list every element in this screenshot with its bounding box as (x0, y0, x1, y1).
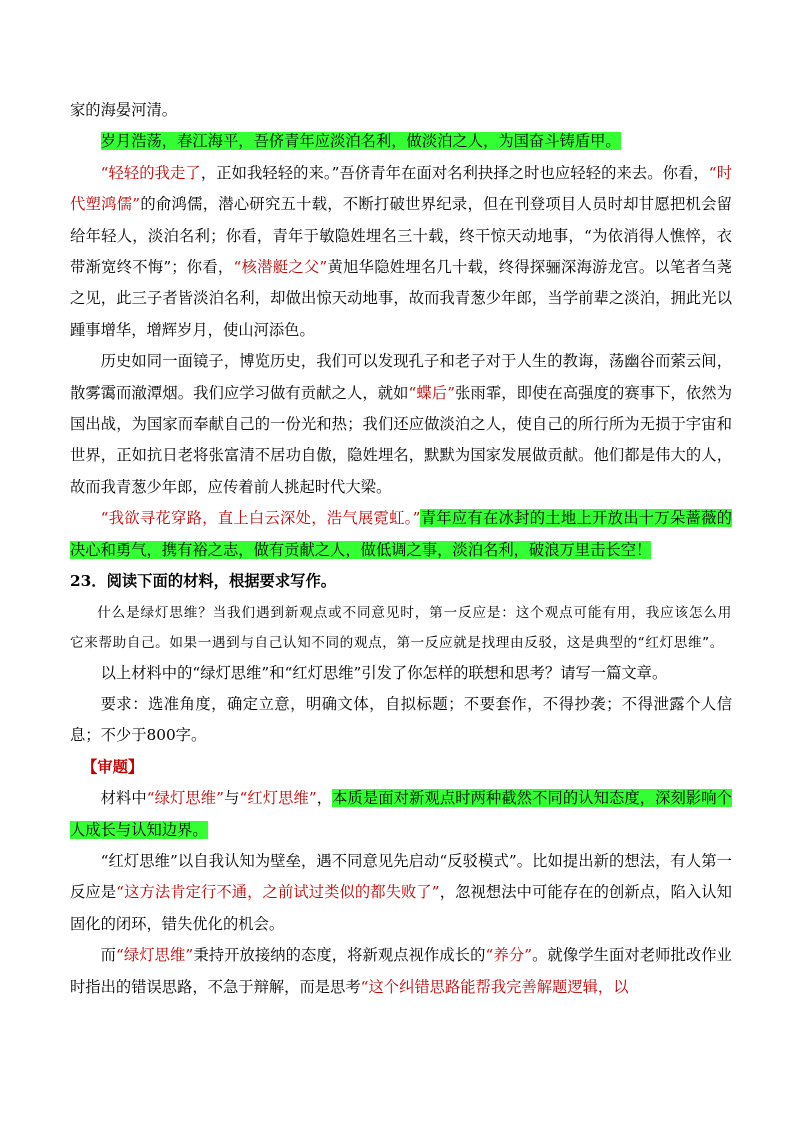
quote-text: “养分” (485, 946, 533, 965)
essay-paragraph: 家的海晏河清。 (70, 101, 178, 119)
analysis-paragraph: “红灯思维”以自我认知为壁垒，遇不同意见先启动“反驳模式”。比如提出新的想法，有人第一反应是“这方法肯定行不通，之前试过类似的都失败了”，忽视想法中可能存在的创新点，陷入认知固化的闭环，错失优化的机会。 (70, 851, 732, 933)
quote-text: “绿灯思维” (146, 789, 224, 808)
highlighted-text: 本质是面对新观点时两种截然不同的认知态度，深刻影响个人成长与认知边界。 (70, 789, 732, 839)
analysis-header: 【审题】 (82, 757, 144, 776)
question-title: 23．阅读下面的材料，根据要求写作。 (70, 572, 337, 591)
writing-prompt: 以上材料中的“绿灯思维”和“红灯思维”引发了你怎样的联想和思考？请写一篇文章。 (100, 663, 668, 682)
highlighted-text: 岁月浩荡，春江海平，吾侪青年应淡泊名利，做淡泊之人，为国奋斗铸盾甲。 (100, 132, 621, 151)
requirements: 要求：选准角度，确定立意，明确文体，自拟标题；不要套作，不得抄袭；不得泄露个人信息；不少于800字。 (70, 694, 732, 745)
analysis-paragraph: 而“绿灯思维”秉持开放接纳的态度，将新观点视作成长的“养分”。就像学生面对老师批改作业时指出的错误思路，不急于辩解，而是思考“这个纠错思路能帮我完善解题逻辑，以 (70, 946, 732, 996)
highlighted-text: 青年应有在冰封的土地上开放出十万朵蔷薇的决心和勇气，携有裕之志，做有贡献之人，做低调之事，淡泊名利，破浪万里击长空！ (70, 509, 732, 559)
quote-text: “这个纠错思路能帮我完善解题逻辑，以 (360, 977, 629, 996)
quote-text: “时代塑鸿儒” (70, 163, 732, 214)
material-block (70, 598, 732, 658)
quote-text: “核潜艇之父” (233, 258, 328, 277)
quote-text: “蝶后” (408, 383, 456, 402)
quote-text: “绿灯思维” (115, 946, 194, 965)
document-page (70, 95, 732, 1003)
quote-text: “我欲寻花穿路，直上白云深处，浩气展霓虹。” (100, 509, 421, 528)
quote-text: “轻轻的我走了 (100, 163, 201, 182)
essay-paragraph: 历史如同一面镜子，博览历史，我们可以发现孔子和老子对于人生的教诲，荡幽谷而萦云间，散雾霭而澈潭烟。我们应学习做有贡献之人，就如“蝶后”张雨霏，即使在高强度的赛事下，依然为国出战，为国家而奉献自己的一份光和热；我们还应做淡泊之人，使自己的所行所为无损于宇宙和世界，正如抗日老将张富清不居功自傲，隐姓埋名，默默为国家发展做贡献。他们都是伟大的人，故而我青葱少年郎，应传着前人挑起时代大梁。 (70, 352, 732, 496)
quote-text: “这方法肯定行不通，之前试过类似的都失败了” (116, 883, 440, 902)
material-text: 什么是绿灯思维？当我们遇到新观点或不同意见时，第一反应是：这个观点可能有用，我应该怎么用它来帮助自己。如果一遇到与自己认知不同的观点，第一反应就是找理由反驳，这是典型的“红灯思维”。 (70, 604, 732, 651)
essay-paragraph (70, 503, 732, 566)
quote-text: “红灯思维” (239, 789, 317, 808)
essay-paragraph (70, 126, 732, 157)
essay-paragraph: “轻轻的我走了，正如我轻轻的来。”吾侪青年在面对名利抉择之时也应轻轻的来去。你看，“时代塑鸿儒”的俞鸿儒，潜心研究五十载，不断打破世界纪录，但在刊登项目人员时却甘愿把机会留给年轻人，淡泊名利；你看，青年于敏隐姓埋名三十载，终干惊天动地事，“为依消得人憔悴，衣带渐宽终不悔”；你看，“核潜艇之父”黄旭华隐姓埋名几十载，终得探骊深海游龙宫。以笔者刍荛之见，此三子者皆淡泊名利，却做出惊天动地事，故而我青葱少年郎，当学前辈之淡泊，拥此光以踵事增华，增辉岁月，使山河添色。 (70, 163, 732, 339)
analysis-paragraph: 材料中“绿灯思维”与“红灯思维”，本质是面对新观点时两种截然不同的认知态度，深刻影响个人成长与认知边界。 (70, 789, 732, 839)
